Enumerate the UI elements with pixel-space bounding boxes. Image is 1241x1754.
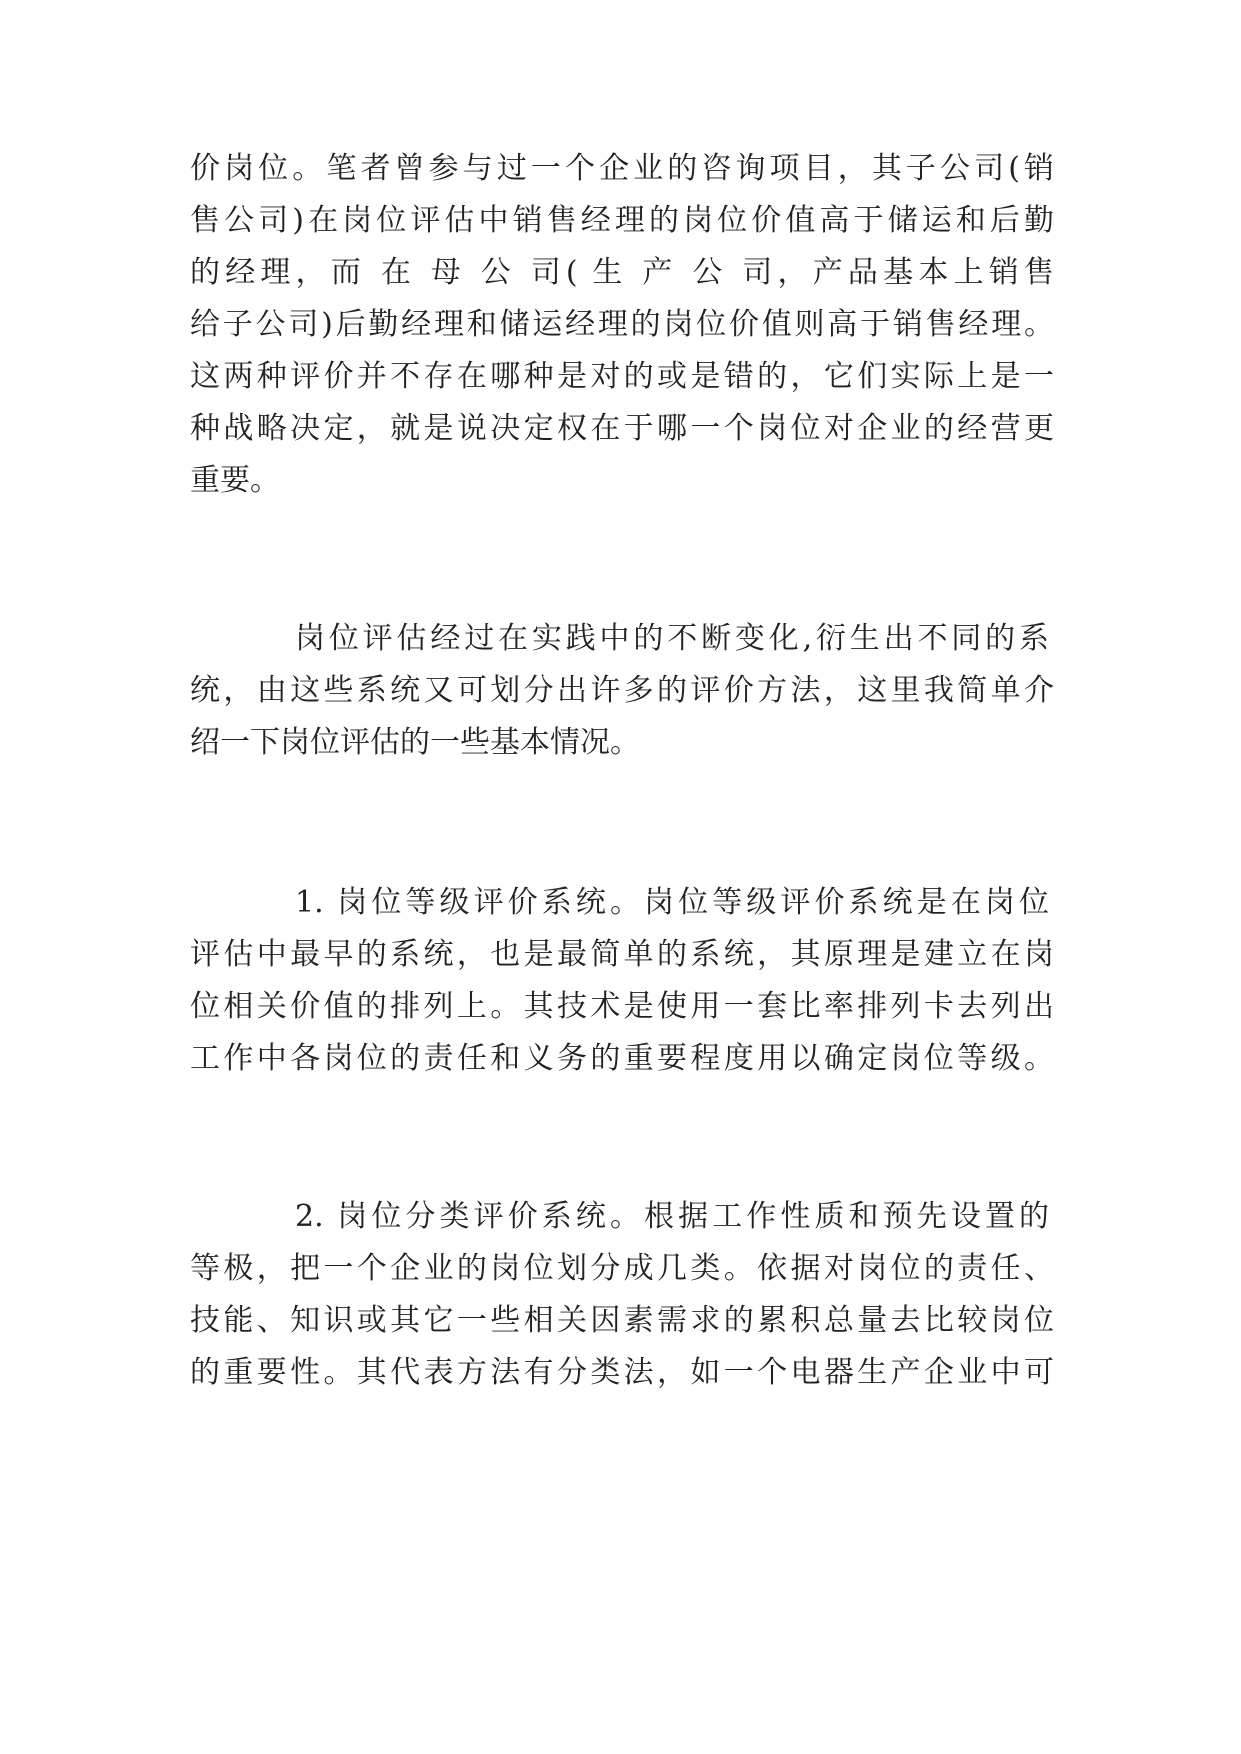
paragraph-1-line-4: 给子公司)后勤经理和储运经理的岗位价值则高于销售经理。: [190, 307, 1054, 342]
paragraph-3-line-1: 1. 岗位等级评价系统。岗位等级评价系统是在岗位: [295, 885, 1049, 920]
paragraph-2-line-2: 统，由这些系统又可划分出许多的评价方法，这里我简单介: [190, 673, 1054, 708]
paragraph-2-line-1: 岗位评估经过在实践中的不断变化,衍生出不同的系: [295, 621, 1049, 656]
paragraph-4-line-4: 的重要性。其代表方法有分类法，如一个电器生产企业中可: [190, 1355, 1054, 1390]
paragraph-1-line-3: 的经理，而 在 母 公 司( 生 产 公 司，产品基本上销售: [190, 255, 1054, 290]
paragraph-1-line-1: 价岗位。笔者曾参与过一个企业的咨询项目，其子公司(销: [190, 151, 1054, 186]
paragraph-3-line-2: 评估中最早的系统，也是最简单的系统，其原理是建立在岗: [190, 937, 1054, 972]
paragraph-4-line-2: 等极，把一个企业的岗位划分成几类。依据对岗位的责任、: [190, 1251, 1054, 1286]
paragraph-1-line-6: 种战略决定，就是说决定权在于哪一个岗位对企业的经营更: [190, 411, 1054, 446]
paragraph-2-line-3: 绍一下岗位评估的一些基本情况。: [190, 725, 640, 760]
paragraph-1-line-7: 重要。: [190, 463, 280, 498]
paragraph-3-line-3: 位相关价值的排列上。其技术是使用一套比率排列卡去列出: [190, 989, 1054, 1024]
paragraph-1-line-5: 这两种评价并不存在哪种是对的或是错的，它们实际上是一: [190, 359, 1054, 394]
paragraph-4-line-3: 技能、知识或其它一些相关因素需求的累积总量去比较岗位: [190, 1303, 1054, 1338]
paragraph-3-line-4: 工作中各岗位的责任和义务的重要程度用以确定岗位等级。: [190, 1041, 1054, 1076]
paragraph-4-line-1: 2. 岗位分类评价系统。根据工作性质和预先设置的: [295, 1199, 1049, 1234]
paragraph-1-line-2: 售公司)在岗位评估中销售经理的岗位价值高于储运和后勤: [190, 203, 1054, 238]
